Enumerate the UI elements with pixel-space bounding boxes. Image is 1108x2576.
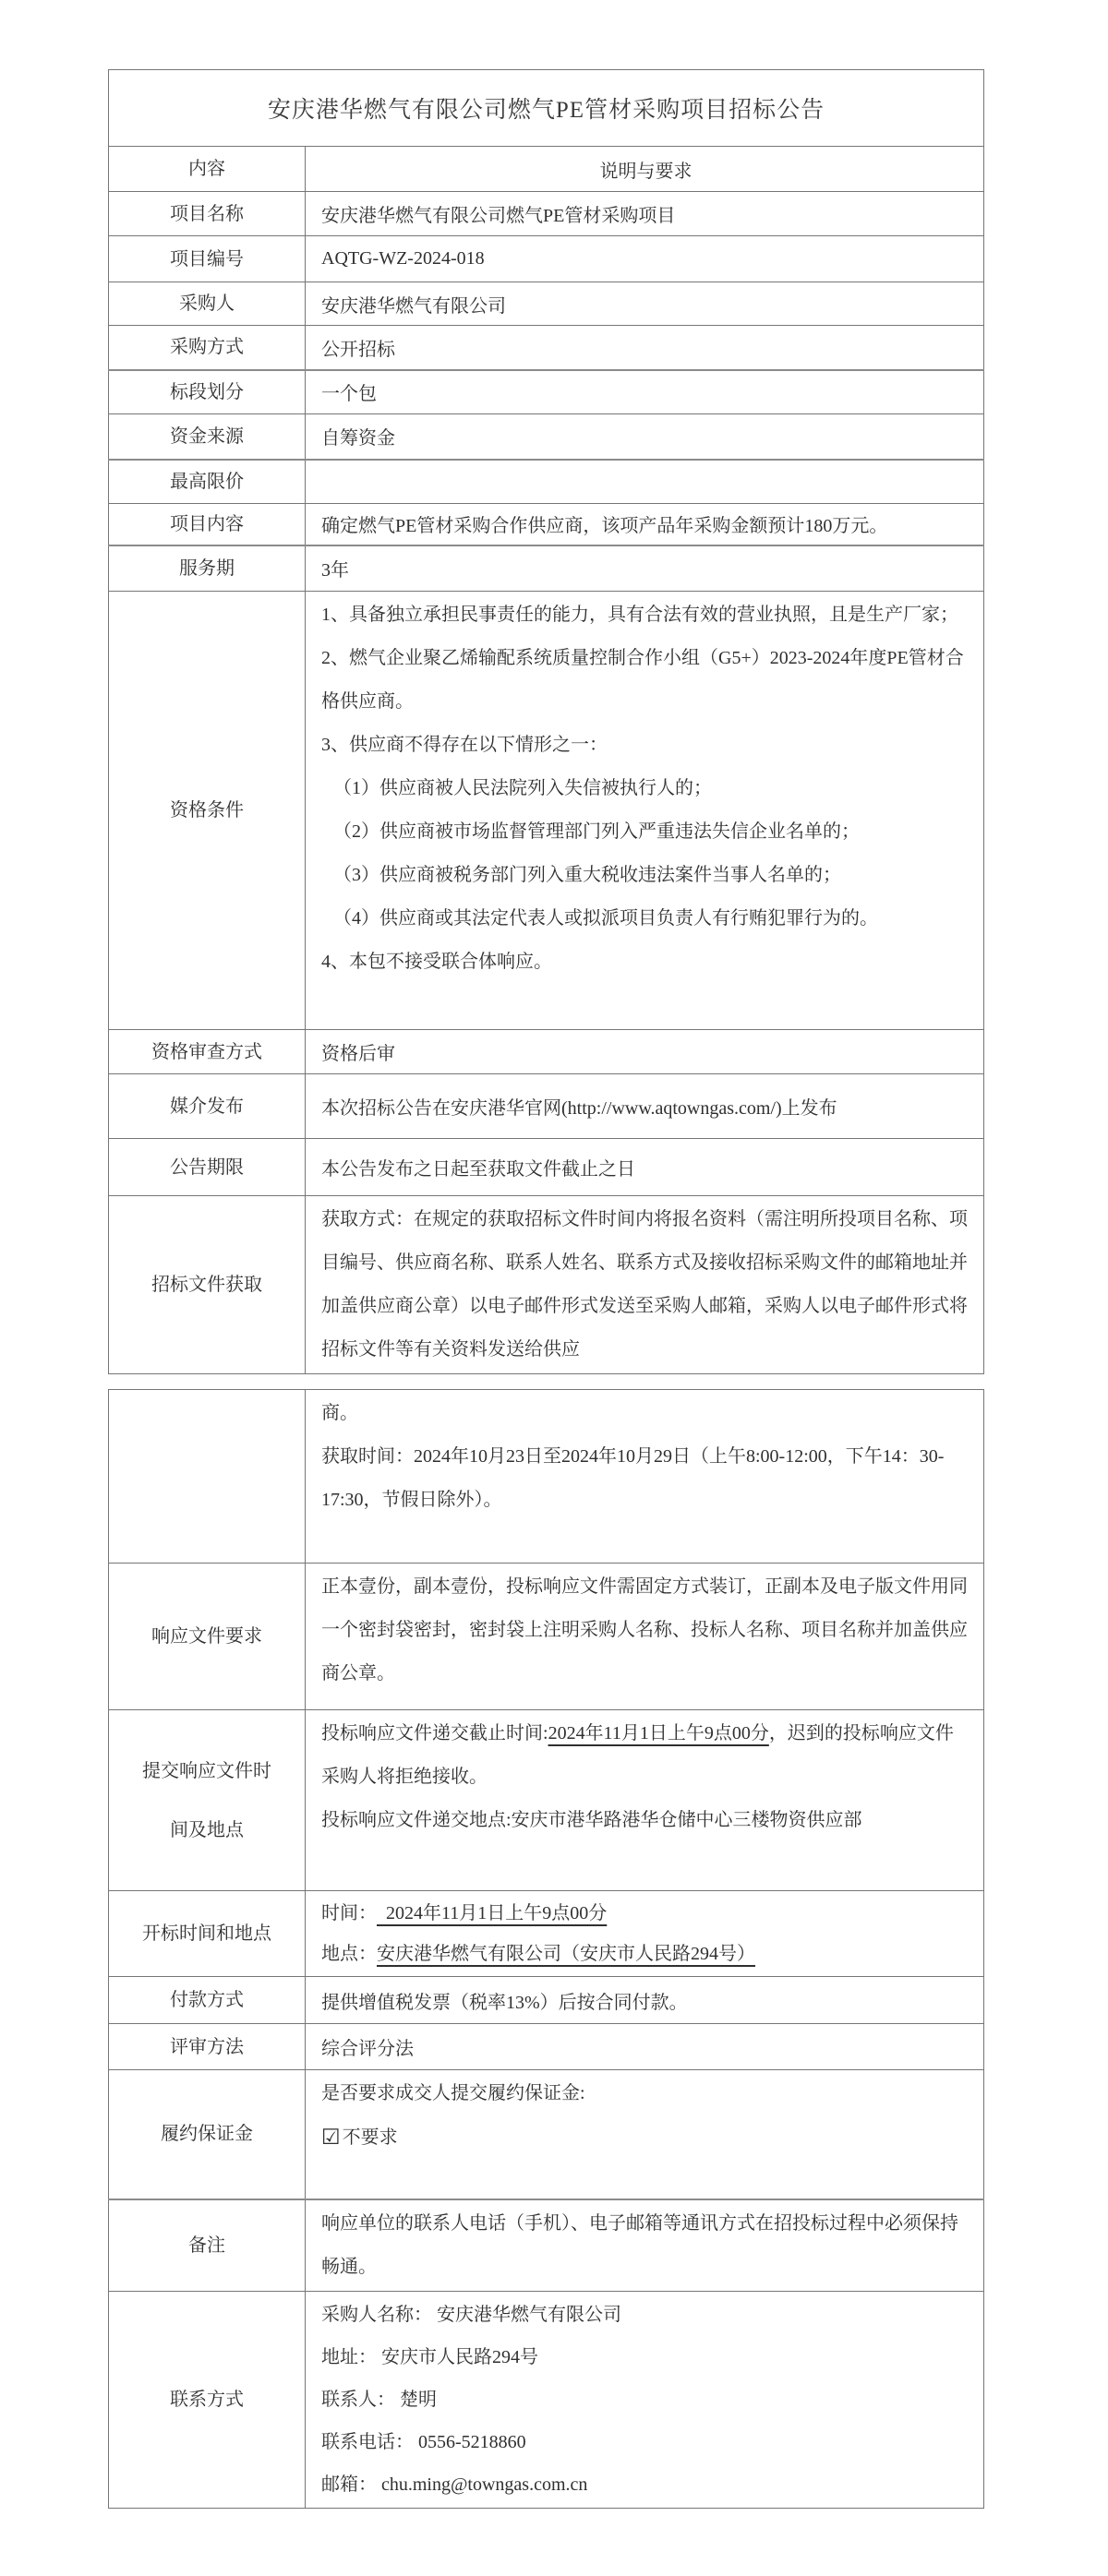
row-procurement-method [109,326,984,370]
qualification-item: （3）供应商被税务部门列入重大税收违法案件当事人名单的； [333,865,841,885]
row-contact-info-value [306,2291,984,2508]
submission-place-line: 投标响应文件递交地点:安庆市港华路港华仓储中心三楼物资供应部 [321,1810,862,1830]
submission-deadline-line [321,1712,970,1799]
qualification-item: （1）供应商被人民法院列入失信被执行人的； [333,778,712,798]
row-project-content [109,504,984,545]
row-project-number-value: AQTG-WZ-2024-018 [306,236,984,282]
row-announcement-period [109,1139,984,1196]
bid-opening-place-value: 安庆港华燃气有限公司（安庆市人民路294号） [377,1944,755,1964]
contact-info-line: 联系电话： 0556-5218860 [321,2431,526,2452]
performance-bond-answer-line [321,2115,970,2160]
row-payment-method [109,1977,984,2024]
row-announcement-period-value: 本公告发布之日起至获取文件截止之日 [306,1139,984,1196]
row-qualification-review-label: 资格审查方式 [109,1030,306,1074]
qualification-item: 2、燃气企业聚乙烯输配系统质量控制合作小组（G5+）2023-2024年度PE管材合格供应商。 [321,648,964,712]
performance-bond-question: 是否要求成交人提交履约保证金: [321,2083,585,2103]
row-bid-opening [109,1891,984,1977]
row-acquisition-continued-label [109,1390,306,1564]
row-document-acquisition-value [306,1196,984,1374]
performance-bond-answer: 不要求 [342,2127,398,2148]
bid-opening-time-line [321,1893,970,1934]
row-contact-info [109,2291,984,2508]
row-qualification-label: 资格条件 [109,592,306,1030]
row-submission-time-place-label [109,1710,306,1891]
row-qualification [109,592,984,1030]
qualification-item: 1、具备独立承担民事责任的能力，具有合法有效的营业执照，且是生产厂家； [321,605,958,625]
row-acquisition-continued [109,1390,984,1564]
row-submission-time-place [109,1710,984,1891]
row-max-price-value [306,460,984,504]
submission-label-line1: 提交响应文件时 [142,1760,271,1781]
qualification-item: （4）供应商或其法定代表人或拟派项目负责人有行贿犯罪行为的。 [333,908,878,929]
checked-checkbox-icon: ☑ [321,2126,341,2150]
row-payment-method-label: 付款方式 [109,1977,306,2024]
header-description-label: 说明与要求 [306,147,984,192]
row-fund-source-value: 自筹资金 [306,414,984,460]
row-media-release-label: 媒介发布 [109,1074,306,1139]
row-qualification-value [306,592,984,1030]
announcement-table-page2 [108,1389,984,2509]
row-document-acquisition-label: 招标文件获取 [109,1196,306,1374]
row-remarks [109,2199,984,2292]
submission-deadline-prefix: 投标响应文件递交截止时间: [321,1723,548,1743]
bid-opening-place-line [321,1934,970,1974]
row-project-name-value: 安庆港华燃气有限公司燃气PE管材采购项目 [306,192,984,236]
row-performance-bond-value [306,2070,984,2199]
response-doc-requirements-text: 正本壹份，副本壹份，投标响应文件需固定方式装订，正副本及电子版文件用同一个密封袋密封，密封袋上注明采购人名称、投标人名称、项目名称并加盖供应商公章。 [321,1576,968,1683]
row-purchaser-label: 采购人 [109,282,306,326]
submission-deadline-value: 2024年11月1日上午9点00分 [548,1723,769,1743]
row-qualification-review-value: 资格后审 [306,1030,984,1074]
qualification-item: 3、供应商不得存在以下情形之一： [321,735,608,755]
row-purchaser-value: 安庆港华燃气有限公司 [306,282,984,326]
row-max-price-label: 最高限价 [109,460,306,504]
document-title: 安庆港华燃气有限公司燃气PE管材采购项目招标公告 [109,70,984,147]
row-lot-division [109,370,984,414]
row-project-number [109,236,984,282]
document-acquisition-text: 获取方式：在规定的获取招标文件时间内将报名资料（需注明所投项目名称、项目编号、供应商名称、联系人姓名、联系方式及接收招标采购文件的邮箱地址并加盖供应商公章）以电子邮件形式发送至采购人邮箱，采购人以电子邮件形式将招标文件等有关资料发送给供应 [321,1209,968,1360]
remarks-text: 响应单位的联系人电话（手机）、电子邮箱等通讯方式在招投标过程中必须保持畅通。 [321,2212,958,2277]
qualification-item: （2）供应商被市场监督管理部门列入严重违法失信企业名单的； [333,821,860,842]
row-media-release [109,1074,984,1139]
row-fund-source-label: 资金来源 [109,414,306,460]
row-performance-bond-label: 履约保证金 [109,2070,306,2199]
row-remarks-value [306,2199,984,2292]
row-service-period-label: 服务期 [109,545,306,592]
row-submission-time-place-value [306,1710,984,1891]
contact-info-line: 采购人名称： 安庆港华燃气有限公司 [321,2304,621,2325]
row-document-acquisition [109,1196,984,1374]
row-bid-opening-label: 开标时间和地点 [109,1891,306,1977]
row-evaluation-method-value: 综合评分法 [306,2024,984,2070]
row-evaluation-method [109,2024,984,2070]
contact-info-line: 联系人： 楚明 [321,2389,437,2410]
bid-opening-time-label: 时间： [321,1903,377,1923]
row-service-period [109,545,984,592]
row-procurement-method-value: 公开招标 [306,326,984,370]
bid-opening-place-label: 地点： [321,1944,377,1964]
qualification-item: 4、本包不接受联合体响应。 [321,952,552,972]
row-response-doc-requirements-label: 响应文件要求 [109,1564,306,1710]
row-lot-division-value: 一个包 [306,370,984,414]
row-media-release-value: 本次招标公告在安庆港华官网(http://www.aqtowngas.com/)上发布 [306,1074,984,1139]
row-project-number-label: 项目编号 [109,236,306,282]
row-fund-source [109,414,984,460]
row-payment-method-value: 提供增值税发票（税率13%）后按合同付款。 [306,1977,984,2024]
submission-deadline-suffix: ，迟到的投标响应文件采购人将拒绝接收。 [321,1723,954,1787]
row-purchaser [109,282,984,326]
row-project-name-label: 项目名称 [109,192,306,236]
contact-info-line: 地址： 安庆市人民路294号 [321,2346,538,2367]
row-lot-division-label: 标段划分 [109,370,306,414]
row-acquisition-continued-value [306,1390,984,1564]
row-qualification-review [109,1030,984,1074]
bid-opening-time-value: 2024年11月1日上午9点00分 [377,1903,608,1923]
row-contact-info-label: 联系方式 [109,2291,306,2508]
row-remarks-label: 备注 [109,2199,306,2292]
row-response-doc-requirements [109,1564,984,1710]
row-service-period-value: 3年 [306,545,984,592]
row-procurement-method-label: 采购方式 [109,326,306,370]
header-row [109,147,984,192]
row-response-doc-requirements-value [306,1564,984,1710]
row-max-price [109,460,984,504]
acquisition-continued-line: 获取时间：2024年10月23日至2024年10月29日（上午8:00-12:00，下午14：30-17:30，节假日除外）。 [321,1446,945,1510]
contact-info-line: 邮箱： chu.ming@towngas.com.cn [321,2474,588,2495]
row-evaluation-method-label: 评审方法 [109,2024,306,2070]
submission-label-line2: 间及地点 [170,1819,244,1840]
row-announcement-period-label: 公告期限 [109,1139,306,1196]
row-project-name [109,192,984,236]
header-content-label: 内容 [109,147,306,192]
title-row [109,70,984,147]
row-project-content-value: 确定燃气PE管材采购合作供应商，该项产品年采购金额预计180万元。 [306,504,984,545]
row-project-content-label: 项目内容 [109,504,306,545]
acquisition-continued-line: 商。 [321,1403,358,1423]
row-bid-opening-value [306,1891,984,1977]
announcement-table-page1 [108,69,984,1374]
row-performance-bond [109,2070,984,2199]
